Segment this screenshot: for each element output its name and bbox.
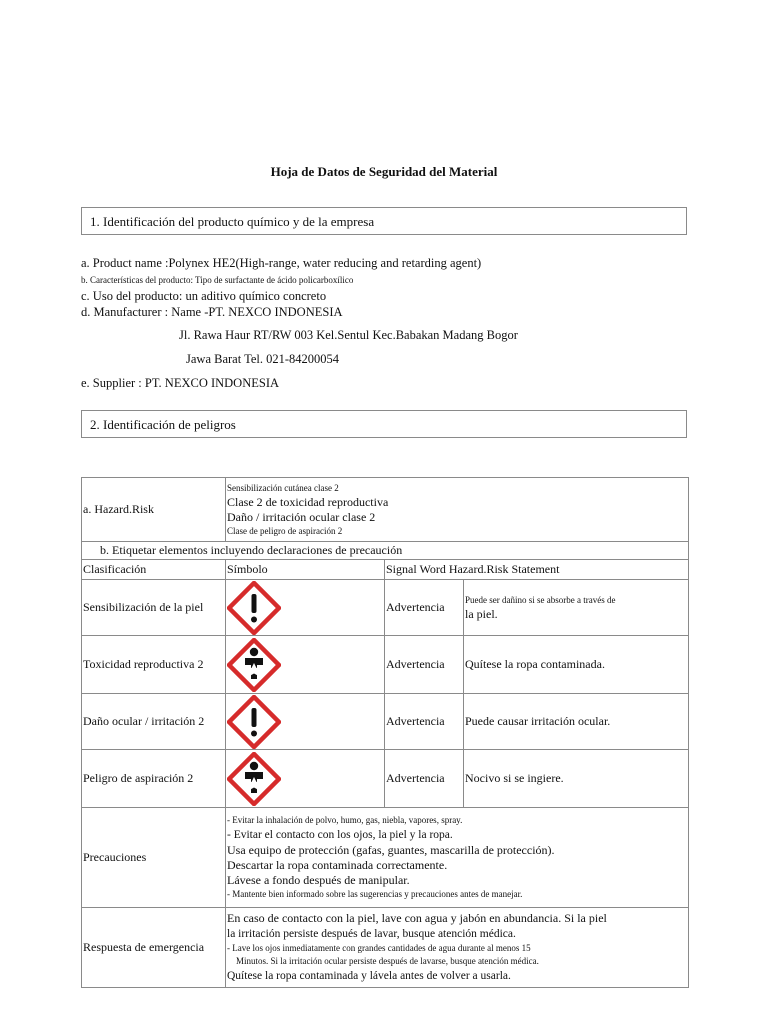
signal-word-cell: Advertencia: [385, 580, 464, 636]
symbol-cell: [226, 636, 385, 694]
table-row: [82, 750, 689, 808]
column-header-signal-statement: [385, 560, 689, 580]
supplier: e. Supplier : PT. NEXCO INDONESIA: [81, 376, 280, 390]
emergency-line: En caso de contacto con la piel, lave con agua y jabón en abundancia. Si la piel: [227, 911, 607, 925]
precaution-line: - Evitar la inhalación de polvo, humo, gas, niebla, vapores, spray.: [227, 815, 463, 825]
column-header-classification: Clasificación: [82, 560, 226, 580]
symbol-cell: [226, 750, 385, 808]
column-header-symbol: Símbolo: [226, 560, 385, 580]
classification-cell: Daño ocular / irritación 2: [82, 694, 226, 750]
precaution-line: Descartar la ropa contaminada correctamente.: [227, 858, 448, 872]
signal-word-cell: Advertencia: [385, 636, 464, 694]
statement-cell: [464, 580, 689, 636]
statement-cell: Nocivo si se ingiere.: [464, 750, 689, 808]
statement-line: Puede ser dañino si se absorbe a través de: [465, 594, 616, 605]
table-row: [82, 636, 689, 694]
hazard-risk-list: [226, 478, 689, 542]
symbol-cell: [226, 694, 385, 750]
column-header-statement: Hazard.Risk Statement: [448, 562, 560, 576]
emergency-line: Quítese la ropa contaminada y lávela antes de volver a usarla.: [227, 970, 511, 982]
health-hazard-pictogram-icon: [227, 752, 281, 806]
signal-word-cell: Advertencia: [385, 750, 464, 808]
precaution-line: Usa equipo de protección (gafas, guantes, mascarilla de protección).: [227, 843, 555, 857]
hazard-table: [81, 477, 689, 988]
emergency-response-label: Respuesta de emergencia: [82, 908, 226, 988]
table-row: [82, 694, 689, 750]
document-title: Hoja de Datos de Seguridad del Material: [270, 164, 498, 179]
manufacturer: d. Manufacturer : Name -PT. NEXCO INDONESIA: [81, 305, 343, 319]
statement-cell: Quítese la ropa contaminada.: [464, 636, 689, 694]
section-2-header: 2. Identificación de peligros: [81, 410, 687, 438]
hazard-risk-row: [82, 478, 689, 542]
emergency-line: la irritación persiste después de lavar, busque atención médica.: [227, 928, 516, 940]
emergency-line: Minutos. Si la irritación ocular persiste después de lavarse, busque atención médica.: [227, 956, 539, 966]
exclamation-mark-pictogram-icon: [227, 695, 281, 749]
section-1-header: 1. Identificación del producto químico y de la empresa: [81, 207, 687, 235]
classification-cell: Toxicidad reproductiva 2: [82, 636, 226, 694]
statement-line: la piel.: [465, 606, 498, 621]
classification-cell: Peligro de aspiración 2: [82, 750, 226, 808]
precautions-list: [226, 808, 689, 908]
exclamation-mark-pictogram-icon: [227, 581, 281, 635]
emergency-response-row: [82, 908, 689, 988]
table-header-row: [82, 560, 689, 580]
precautions-row: [82, 808, 689, 908]
emergency-line: - Lave los ojos inmediatamente con grandes cantidades de agua durante al menos 15: [227, 943, 531, 953]
label-elements-row: [82, 542, 689, 560]
symbol-cell: [226, 580, 385, 636]
column-header-signal: Signal Word: [386, 562, 446, 576]
product-characteristics: b. Características del producto: Tipo de surfactante de ácido policarboxílico: [81, 275, 354, 285]
hazard-item: Sensibilización cutánea clase 2: [227, 482, 339, 493]
hazard-item: Clase de peligro de aspiración 2: [227, 525, 343, 536]
precautions-label: Precauciones: [82, 808, 226, 908]
table-row: [82, 580, 689, 636]
hazard-risk-label: a. Hazard.Risk: [82, 478, 226, 542]
statement-cell: Puede causar irritación ocular.: [464, 694, 689, 750]
product-use: c. Uso del producto: un aditivo químico concreto: [81, 289, 327, 303]
precaution-line: - Evitar el contacto con los ojos, la piel y la ropa.: [227, 829, 453, 841]
classification-cell: Sensibilización de la piel: [82, 580, 226, 636]
precaution-line: - Mantente bien informado sobre las sugerencias y precauciones antes de manejar.: [227, 889, 523, 899]
manufacturer-address-line2: Jawa Barat Tel. 021-84200054: [186, 352, 340, 366]
emergency-response-list: [226, 908, 689, 988]
hazard-item: Clase 2 de toxicidad reproductiva: [227, 494, 389, 509]
label-elements-text: b. Etiquetar elementos incluyendo declaraciones de precaución: [82, 542, 689, 560]
signal-word-cell: Advertencia: [385, 694, 464, 750]
product-name: a. Product name :Polynex HE2(High-range, water reducing and retarding agent): [81, 256, 482, 270]
health-hazard-pictogram-icon: [227, 638, 281, 692]
precaution-line: Lávese a fondo después de manipular.: [227, 873, 410, 887]
manufacturer-address-line1: Jl. Rawa Haur RT/RW 003 Kel.Sentul Kec.Babakan Madang Bogor: [179, 328, 518, 342]
hazard-item: Daño / irritación ocular clase 2: [227, 509, 376, 524]
